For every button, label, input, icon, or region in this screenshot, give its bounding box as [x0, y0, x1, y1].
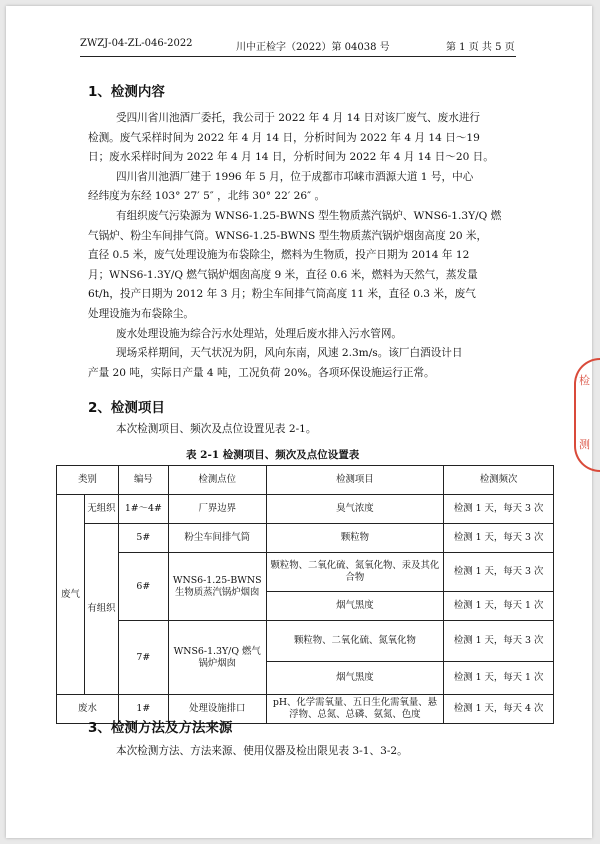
text-line: 产量 20 吨，实际日产量 4 吨，工况负荷 20%。各项环保设施运行正常。: [88, 366, 435, 379]
cell-number: 5#: [118, 524, 168, 553]
table-row: [57, 553, 554, 592]
header-frequency: 检测频次: [444, 466, 554, 495]
items-table: [56, 465, 554, 724]
category-gas: 废气: [57, 495, 85, 695]
section2-title: 2、检测项目: [88, 400, 165, 416]
cell-frequency: 检测 1 天，每天 1 次: [444, 592, 554, 621]
header-site: 检测点位: [168, 466, 266, 495]
text-line: 月；WNS6-1.3Y/Q 燃气锅炉烟囱高度 9 米，直径 0.6 米，燃料为天然气，蒸发量: [88, 268, 478, 281]
cell-item: 颗粒物、二氧化硫、氮氧化物、汞及其化合物: [266, 553, 444, 592]
text-line: 处理设施为布袋除尘。: [88, 307, 194, 320]
cell-number: 7#: [118, 621, 168, 695]
section1-body: [88, 109, 516, 383]
cell-number: 1#: [118, 695, 168, 724]
text-line: 本次检测项目、频次及点位设置见表 2-1。: [116, 423, 317, 435]
cell-number: 6#: [118, 553, 168, 621]
cell-number: 1#～4#: [118, 495, 168, 524]
cell-site: 处理设施排口: [168, 695, 266, 724]
cell-item: 颗粒物、二氧化硫、氮氧化物: [266, 621, 444, 662]
cell-item: pH、化学需氧量、五日生化需氧量、悬浮物、总氮、总磷、氨氮、色度: [266, 695, 444, 724]
cell-site: WNS6-1.3Y/Q 燃气锅炉烟囱: [168, 621, 266, 695]
header-report-number: 川中正检字（2022）第 04038 号: [236, 42, 390, 53]
text-line: 经纬度为东经 103° 27′ 5″ ，北纬 30° 22′ 26″ 。: [88, 190, 326, 203]
text-line: 6t/h，投产日期为 2012 年 3 月；粉尘车间排气筒高度 11 米，直径 0.3 米，废气: [88, 288, 476, 301]
cell-frequency: 检测 1 天，每天 3 次: [444, 553, 554, 592]
cell-frequency: 检测 1 天，每天 3 次: [444, 495, 554, 524]
cell-item: 烟气黑度: [266, 592, 444, 621]
cell-site: 粉尘车间排气筒: [168, 524, 266, 553]
cell-item: 颗粒物: [266, 524, 444, 553]
cell-item: 烟气黑度: [266, 662, 444, 695]
subcategory-unorganized: 无组织: [84, 495, 118, 524]
text-line: 废水处理设施为综合污水处理站，处理后废水排入污水管网。: [116, 327, 403, 340]
cell-frequency: 检测 1 天，每天 3 次: [444, 621, 554, 662]
header-category: 类别: [57, 466, 119, 495]
text-line: 四川省川池酒厂建于 1996 年 5 月，位于成都市邛崃市酒源大道 1 号，中心: [116, 170, 474, 183]
table-header-row: [57, 466, 554, 495]
category-water: 废水: [57, 695, 119, 724]
stamp-char: 检: [579, 374, 590, 387]
header-item: 检测项目: [266, 466, 444, 495]
text-line: 气锅炉、粉尘车间排气筒。WNS6-1.25-BWNS 型生物质蒸汽锅炉烟囱高度 20 米，: [88, 229, 488, 242]
header-doc-code: ZWZJ-04-ZL-046-2022: [80, 38, 193, 49]
subcategory-organized: 有组织: [84, 524, 118, 695]
header-page-number: 第 1 页 共 5 页: [446, 42, 515, 53]
table-row: [57, 495, 554, 524]
table-row: [57, 621, 554, 662]
table-row: [57, 524, 554, 553]
header-number: 编号: [118, 466, 168, 495]
cell-frequency: 检测 1 天，每天 1 次: [444, 662, 554, 695]
text-line: 日；废水采样时间为 2022 年 4 月 14 日，分析时间为 2022 年 4 月 14 日～20 日。: [88, 151, 494, 164]
cell-site: WNS6-1.25-BWNS 生物质蒸汽锅炉烟囱: [168, 553, 266, 621]
section1-title: 1、检测内容: [88, 84, 165, 100]
section2-intro: [88, 420, 516, 440]
cell-frequency: 检测 1 天，每天 4 次: [444, 695, 554, 724]
header-rule: [80, 56, 516, 57]
section3-title: 3、检测方法及方法来源: [88, 720, 233, 736]
text-line: 有组织废气污染源为 WNS6-1.25-BWNS 型生物质蒸汽锅炉、WNS6-1.3Y/Q 燃: [116, 209, 502, 222]
text-line: 受四川省川池酒厂委托，我公司于 2022 年 4 月 14 日对该厂废气、废水进行: [116, 112, 481, 124]
cell-frequency: 检测 1 天，每天 3 次: [444, 524, 554, 553]
stamp-char: 测: [579, 438, 590, 451]
cell-item: 臭气浓度: [266, 495, 444, 524]
table-caption: 表 2-1 检测项目、频次及点位设置表: [186, 449, 360, 461]
text-line: 直径 0.5 米，废气处理设施为布袋除尘，燃料为生物质，投产日期为 2014 年 12: [88, 249, 470, 262]
text-line: 现场采样期间，天气状况为阴，风向东南，风速 2.3m/s。该厂白酒设计日: [116, 347, 463, 360]
text-line: 检测。废气采样时间为 2022 年 4 月 14 日，分析时间为 2022 年 4 月 14 日～19: [88, 131, 480, 144]
text-line: 本次检测方法、方法来源、使用仪器及检出限见表 3-1、3-2。: [116, 745, 408, 757]
cell-site: 厂界边界: [168, 495, 266, 524]
section3-intro: [88, 742, 516, 762]
